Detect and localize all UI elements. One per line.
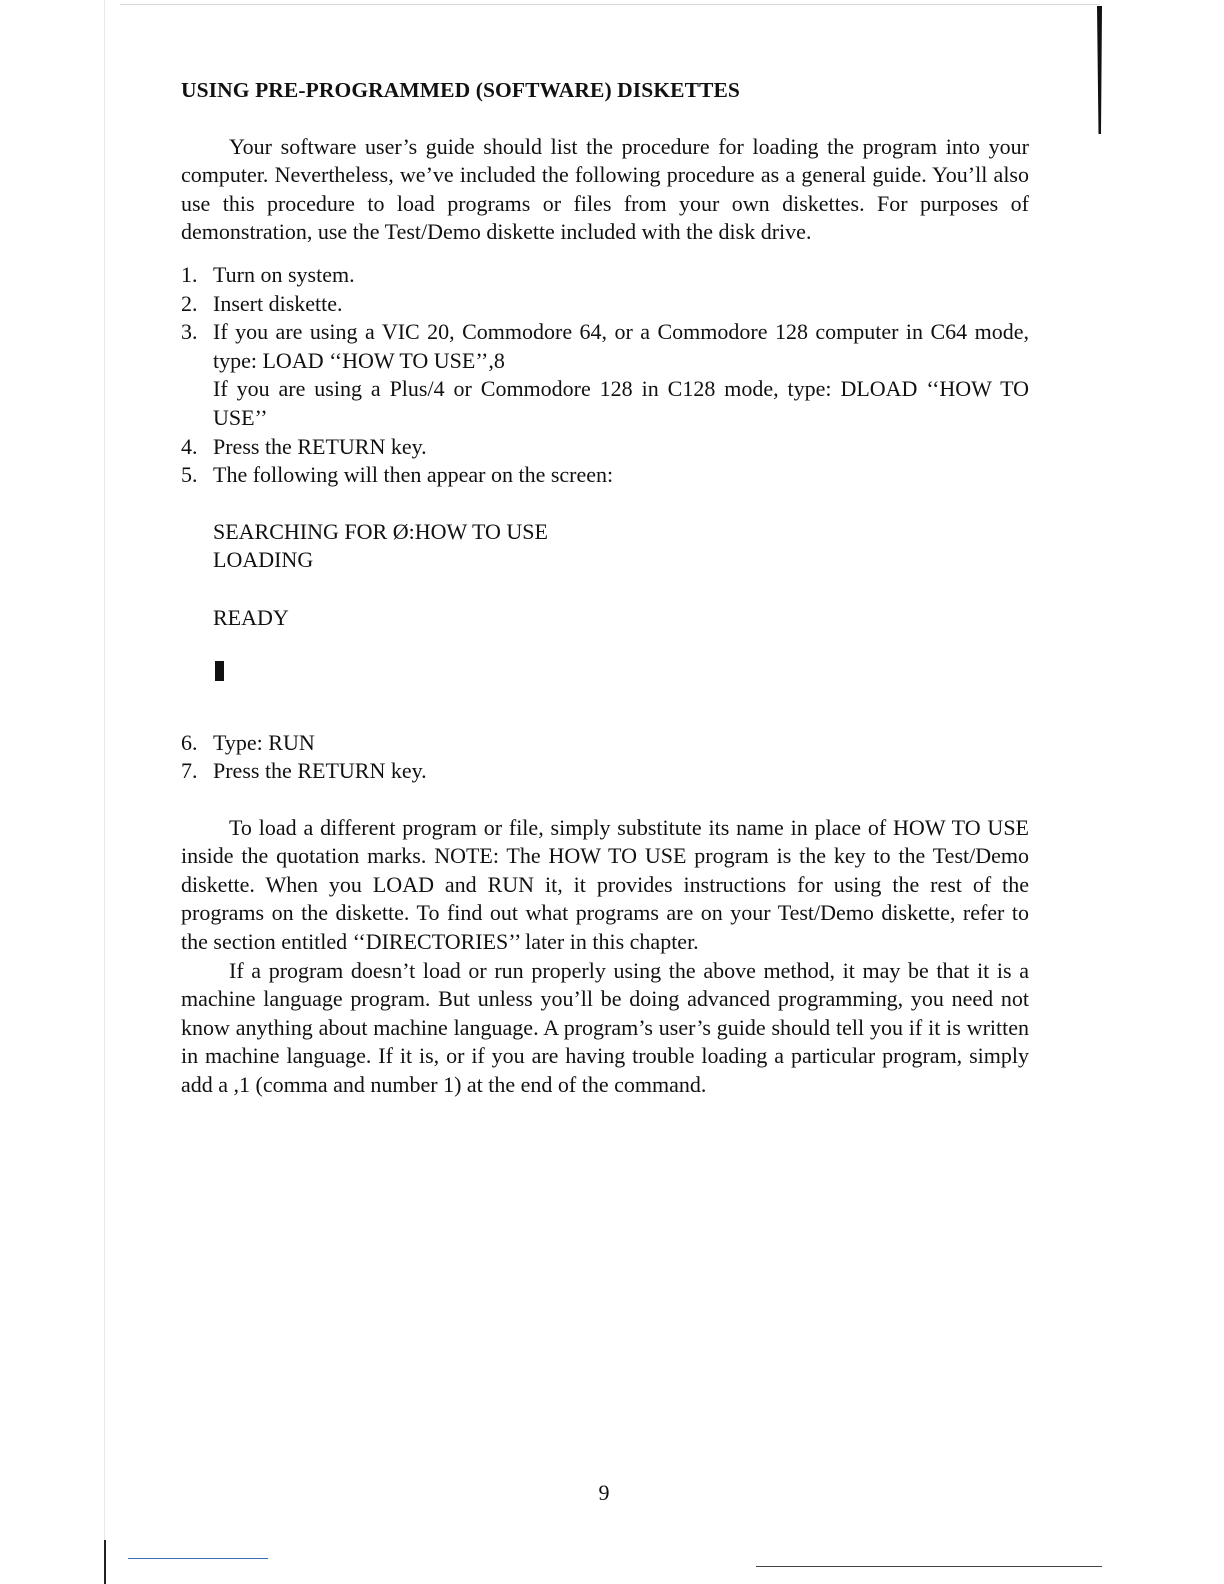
page-content bbox=[181, 76, 1029, 1100]
step-text: Type: RUN bbox=[213, 729, 315, 755]
step-item bbox=[181, 318, 1029, 432]
procedure-steps-continued bbox=[181, 729, 1029, 786]
step-text: Insert diskette. bbox=[213, 290, 343, 316]
step-number: 1. bbox=[181, 261, 198, 287]
step-item bbox=[181, 290, 1029, 319]
scan-artifact-left-edge bbox=[104, 0, 105, 1540]
step-text: Press the RETURN key. bbox=[213, 433, 427, 459]
step-item bbox=[181, 729, 1029, 758]
screen-output-example bbox=[213, 518, 1029, 681]
step-number: 7. bbox=[181, 758, 198, 784]
cursor-block-icon bbox=[215, 661, 224, 681]
step-text: Turn on system. bbox=[213, 261, 355, 287]
step-item bbox=[181, 261, 1029, 290]
scan-artifact-bottom-right-line bbox=[756, 1566, 1102, 1567]
step-item bbox=[181, 757, 1029, 786]
page-number: 9 bbox=[598, 1480, 610, 1505]
scan-artifact-bottom-left-line bbox=[128, 1558, 268, 1559]
screen-line-loading: LOADING bbox=[213, 547, 314, 573]
intro-paragraph: Your software user’s guide should list the procedure for loading the program into your computer. Nevertheless, we’ve included the following procedure as a general guide. You’ll also use this procedure to load programs or files from your own diskettes. For purposes of demonstration, use the Test/Demo diskette included with the disk drive. bbox=[181, 133, 1029, 245]
scan-artifact-right-bar bbox=[1097, 6, 1102, 134]
step-number: 4. bbox=[181, 433, 198, 459]
step-text: The following will then appear on the screen: bbox=[213, 462, 614, 488]
section-heading: USING PRE-PROGRAMMED (SOFTWARE) DISKETTES bbox=[181, 78, 740, 102]
step-number: 5. bbox=[181, 462, 198, 488]
screen-line-ready: READY bbox=[213, 604, 289, 630]
procedure-steps bbox=[181, 261, 1029, 490]
step-text: If you are using a VIC 20, Commodore 64, or a Commodore 128 computer in C64 mode, type: LOAD ‘‘HOW TO USE’’,8 bbox=[213, 319, 1029, 373]
step-item bbox=[181, 433, 1029, 462]
scan-artifact-top-line bbox=[120, 4, 1100, 5]
step-number: 6. bbox=[181, 729, 198, 755]
step-number: 3. bbox=[181, 319, 198, 345]
scan-artifact-bottom-left-tick bbox=[104, 1540, 106, 1584]
step-text-alt: If you are using a Plus/4 or Commodore 128 in C128 mode, type: DLOAD ‘‘HOW TO USE’’ bbox=[213, 376, 1029, 430]
body-text bbox=[181, 814, 1029, 1100]
step-number: 2. bbox=[181, 290, 198, 316]
screen-line-searching: SEARCHING FOR Ø:HOW TO USE bbox=[213, 518, 548, 544]
paragraph-machine-language: If a program doesn’t load or run properly using the above method, it may be that it is a machine language program. But unless you’ll be doing advanced programming, you need not know anything about machine language. A program’s user’s guide should tell you if it is written in machine language. If it is, or if you are having trouble loading a particular program, simply add a ,1 (comma and number 1) at the end of the command. bbox=[181, 957, 1029, 1098]
paragraph-load-different: To load a different program or file, simply substitute its name in place of HOW TO USE inside the quotation marks. NOTE: The HOW TO USE program is the key to the Test/Demo diskette. When you LOAD and RUN it, it provides instructions for using the rest of the programs on the diskette. To find out what programs are on your Test/Demo diskette, refer to the section entitled ‘‘DIRECTORIES’’ later in this chapter. bbox=[181, 814, 1029, 955]
step-item bbox=[181, 461, 1029, 490]
step-text: Press the RETURN key. bbox=[213, 758, 427, 784]
